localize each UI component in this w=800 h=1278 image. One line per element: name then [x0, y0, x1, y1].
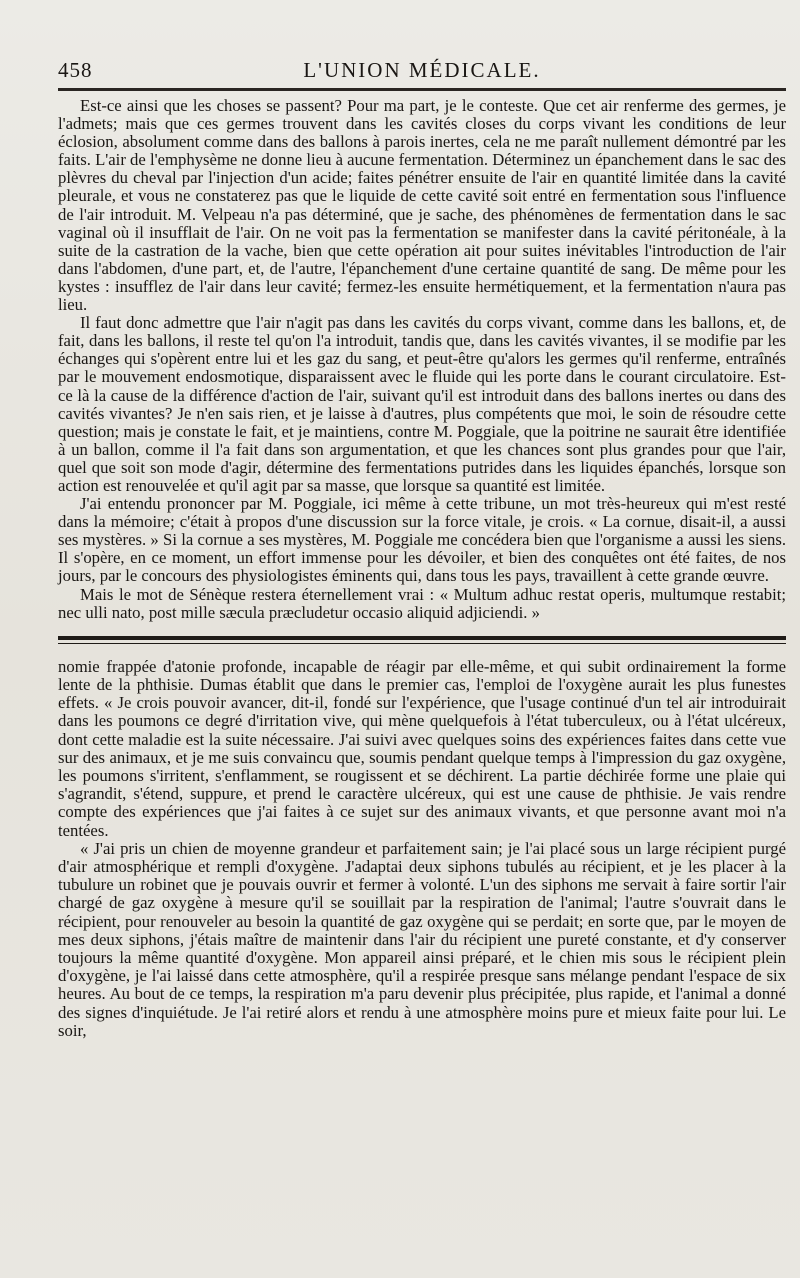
page-header — [58, 52, 786, 91]
paragraph: « J'ai pris un chien de moyenne grandeur et parfaitement sain; je l'ai placé sous un large récipient purgé d'air atmosphérique et rempli d'oxygène. J'adaptai deux siphons tubulés au récipient, et je les placer à la tubulure un robinet que je pouvais ouvrir et fermer à volonté. L'un des siphons me servait à faire sortir l'air chargé de gaz oxygène à mesure qu'il se souillait par la respiration de l'animal; l'autre s'ouvrait dans le récipient, pour renouveler au besoin la quantité de gaz oxygène qui se perdait; en sorte que, par le moyen de mes deux siphons, j'étais maître de maintenir dans l'air du récipient une pureté constante, et d'y conserver toujours la même quantité d'oxygène. Mon appareil ainsi préparé, et le chien mis sous le récipient plein d'oxygène, je l'ai laissé dans cette atmosphère, qu'il a respirée presque sans mélange pendant l'espace de six heures. Au bout de ce temps, la respiration m'a paru devenir plus précipitée, plus rapide, et l'animal a donné des signes d'inquiétude. Je l'ai retiré alors et rendu à une atmosphère moins pure et mieux faite pour lui. Le soir, — [58, 838, 786, 1040]
paragraph: Est-ce ainsi que les choses se passent? Pour ma part, je le conteste. Que cet air renferme des germes, je l'admets; mais que ces germes trouvent dans les cavités closes du corps vivant les conditions de leur éclosion, absolument comme dans des ballons à parois inertes, cela ne me paraît nullement démontré par les faits. L'air de l'emphysème ne donne lieu à aucune fermentation. Déterminez un épanchement dans le sac des plèvres du cheval par l'injection d'un acide; faites pénétrer ensuite de l'air en quantité limitée dans la cavité pleurale, et vous ne constaterez pas que le liquide de cette cavité soit entré en fermentation sous l'influence de l'air introduit. M. Velpeau n'a pas déterminé, que je sache, des phénomènes de fermentation dans le sac vaginal où il insufflait de l'air. On ne voit pas la fermentation se manifester dans la cavité péritonéale, à la suite de la castration de la vache, bien que cette opération ait pour suites inévitables l'introduction de l'air dans l'abdomen, d'une part, et, de l'autre, l'épanchement d'une certaine quantité de sang. De même pour les kystes : insufflez de l'air dans leur cavité; fermez-les ensuite hermétiquement, et la fermentation n'aura pas lieu. — [58, 96, 786, 315]
paragraph: nomie frappée d'atonie profonde, incapable de réagir par elle-même, et qui subit ordinairement la forme lente de la phthisie. Dumas établit que dans le premier cas, l'emploi de l'oxygène aurait les plus funestes effets. « Je crois pouvoir avancer, dit-il, fondé sur l'expérience, que l'usage continué d'un tel air introduirait dans les poumons ce degré d'irritation vive, qui mène quelquefois à l'état tuberculeux, ou à l'état ulcéreux, dont cette maladie est la suite nécessaire. J'ai suivi avec quelques soins des expériences faites dans cette vue sur des animaux, et je me suis convaincu que, soumis pendant quelque temps à l'impression du gaz oxygène, les poumons s'irritent, s'enflamment, se rougissent et se déchirent. La partie déchirée forme une plaie qui s'agrandit, s'étend, suppure, et prend le caractère ulcéreux, qui est une cause de phthisie. Je vais rendre compte des expériences que j'ai faites à ce sujet sur des animaux vivants, et que personne avant moi n'a tentées. — [58, 656, 786, 840]
top-column — [58, 97, 786, 622]
section-divider — [58, 636, 786, 644]
paragraph: Mais le mot de Sénèque restera éternellement vrai : « Multum adhuc restat operis, multumque restabit; nec ulli nato, post mille sæcula præcludetur occasio aliquid adjiciendi. » — [58, 584, 786, 622]
bottom-column — [58, 658, 786, 1040]
page-number: 458 — [58, 58, 93, 82]
paragraph: Il faut donc admettre que l'air n'agit pas dans les cavités du corps vivant, comme dans les ballons, et, de fait, dans les ballons, il reste tel qu'on l'a introduit, tandis que, dans les cavités vivantes, il se modifie par les échanges qui s'opèrent entre lui et les gaz du sang, et peut-être qu'alors les germes qu'il renferme, entraînés par le mouvement endosmotique, disparaissent avec le fluide qui les porte dans le courant circulatoire. Est-ce là la cause de la différence d'action de l'air, suivant qu'il est introduit dans des ballons inertes ou dans des cavités vivantes? Je n'en sais rien, et je laisse à d'autres, plus compétents que moi, le soin de résoudre cette question; mais je constate le fait, et je maintiens, contre M. Poggiale, que la poitrine ne saurait être identifiée à un ballon, comme il l'a fait dans son argumentation, et que les chances sont plus grandes pour que l'air, quel que soit son mode d'agir, détermine des fermentations putrides dans les liquides épanchés, lorsque son action est renouvelée et qu'il agit par sa masse, que lorsque sa quantité est limitée. — [58, 313, 786, 495]
running-head-title: L'UNION MÉDICALE. — [303, 58, 541, 82]
paragraph: J'ai entendu prononcer par M. Poggiale, ici même à cette tribune, un mot très-heureux qui m'est resté dans la mémoire; c'était à propos d'une discussion sur la force vitale, je crois. « La cornue, disait-il, a aussi ses mystères. » Si la cornue a ses mystères, M. Poggiale me concédera bien que l'organisme a aussi les siens. Il s'opère, en ce moment, un effort immense pour les dévoiler, et bien des conquêtes ont été faites, de nos jours, par le concours des physiologistes éminents qui, dans tous les pays, travaillent à cette grande œuvre. — [58, 494, 786, 586]
